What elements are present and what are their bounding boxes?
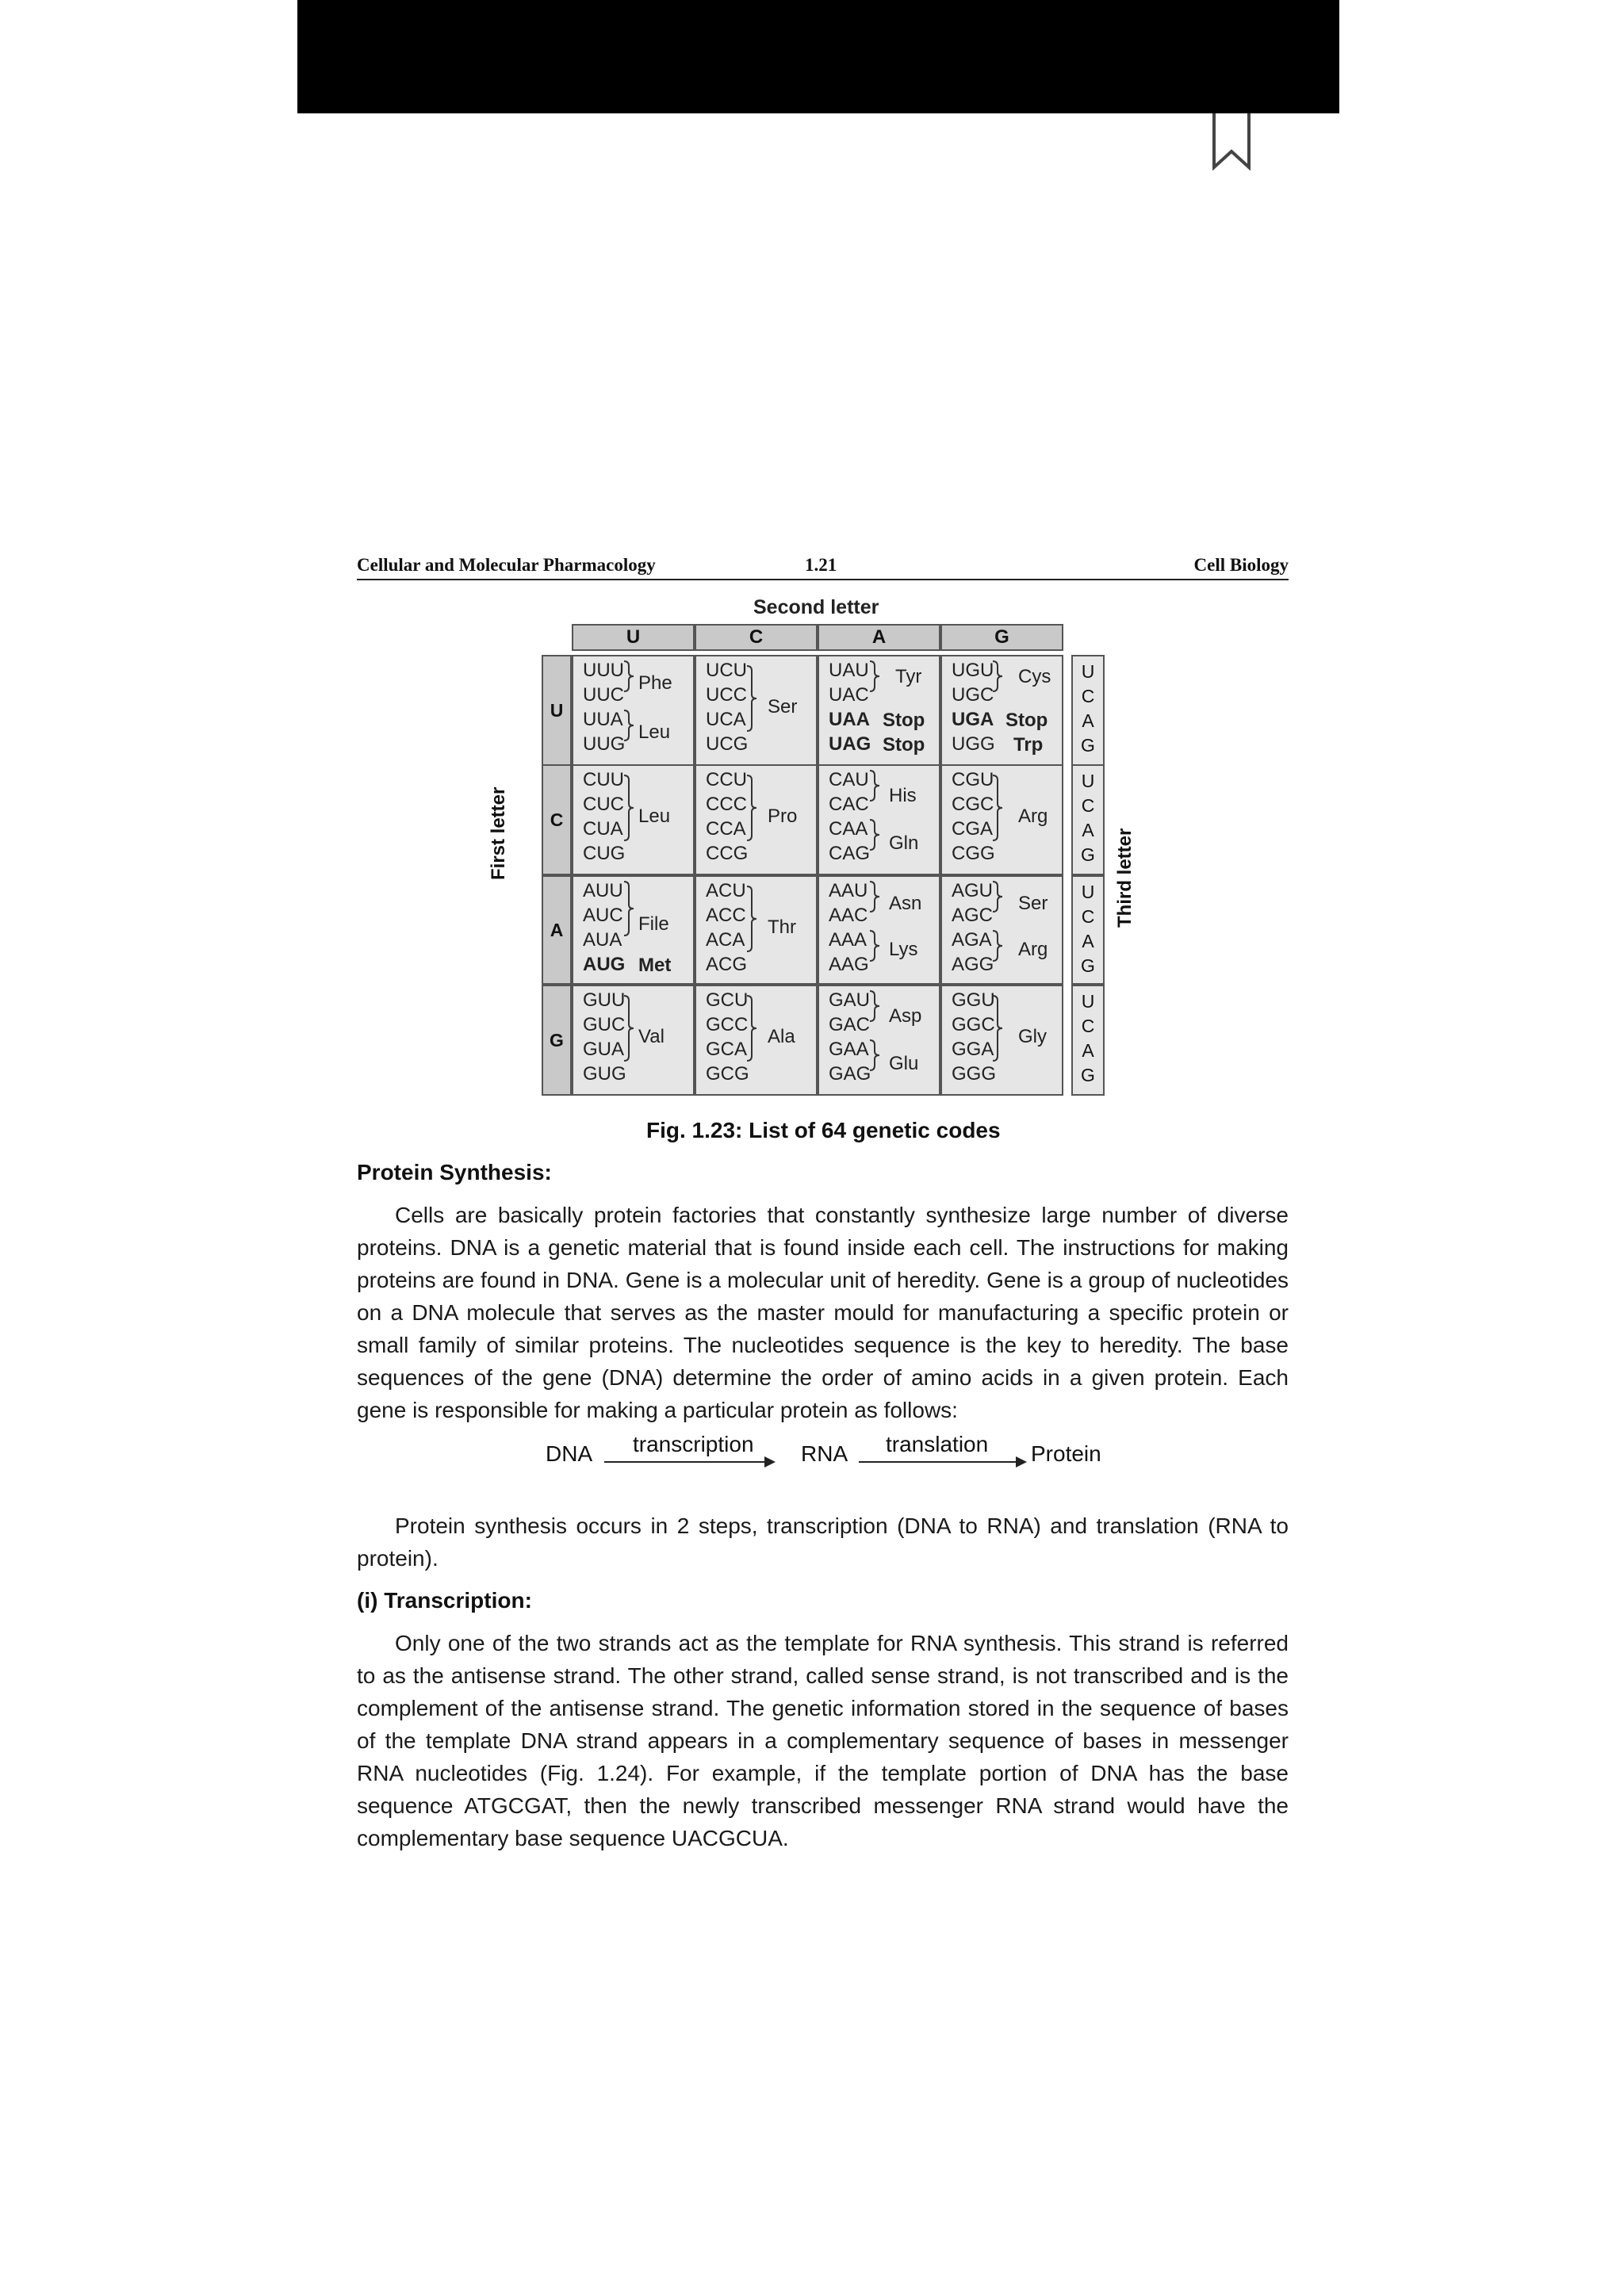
codon: CUA bbox=[583, 818, 623, 840]
codon-cell bbox=[940, 764, 1063, 875]
codon: CAU bbox=[829, 769, 869, 790]
codon: GCC bbox=[706, 1014, 749, 1035]
codon: UAU bbox=[829, 660, 869, 681]
codon: UCA bbox=[706, 709, 746, 730]
codon: CUU bbox=[583, 769, 624, 790]
codon: UCC bbox=[706, 684, 747, 706]
codon-cell bbox=[695, 764, 818, 875]
codon: UUC bbox=[583, 684, 624, 706]
amino-acid-label: Stop bbox=[883, 734, 925, 756]
amino-acid-label: Ala bbox=[768, 1026, 795, 1047]
amino-acid-label: Leu bbox=[638, 721, 671, 743]
header-book-title: Cellular and Molecular Pharmacology bbox=[357, 555, 656, 575]
figure-caption: Fig. 1.23: List of 64 genetic codes bbox=[646, 1118, 1001, 1142]
curly-brace-icon bbox=[868, 880, 881, 913]
amino-acid-label: Thr bbox=[768, 916, 796, 938]
amino-acid-label: Asn bbox=[889, 893, 922, 914]
amino-acid-label: Ser bbox=[768, 696, 798, 718]
codon: CCG bbox=[706, 843, 749, 864]
codon: CAC bbox=[829, 794, 869, 815]
third-letter-a: A bbox=[1082, 710, 1094, 731]
amino-acid-label: Phe bbox=[638, 672, 672, 694]
codon: CAA bbox=[829, 818, 868, 840]
row-header-g: G bbox=[542, 985, 572, 1096]
codon-cell bbox=[940, 985, 1063, 1096]
amino-acid-label: Glu bbox=[889, 1053, 919, 1074]
curly-brace-icon bbox=[745, 774, 758, 842]
row-header-c: C bbox=[542, 764, 572, 875]
codon: AUC bbox=[583, 905, 623, 926]
col-header-g: G bbox=[940, 624, 1063, 651]
codon: CUG bbox=[583, 843, 626, 864]
codon: AUA bbox=[583, 929, 622, 951]
codon: AGU bbox=[952, 880, 994, 901]
protein-synthesis-heading: Protein Synthesis: bbox=[357, 1160, 552, 1184]
codon: UAA bbox=[829, 709, 870, 730]
curly-brace-icon bbox=[991, 880, 1004, 913]
codon: ACU bbox=[706, 880, 746, 901]
curly-brace-icon bbox=[622, 660, 635, 693]
amino-acid-label: Cys bbox=[1018, 666, 1051, 687]
protein-synthesis-steps-paragraph bbox=[357, 1510, 1289, 1575]
codon: UAC bbox=[829, 684, 869, 706]
codon-cell bbox=[572, 764, 695, 875]
eq-rna: RNA bbox=[801, 1441, 848, 1466]
amino-acid-label: Arg bbox=[1018, 939, 1048, 960]
codon-cell bbox=[572, 875, 695, 985]
top-black-bar bbox=[297, 0, 1339, 113]
translation-arrow-head bbox=[1016, 1456, 1027, 1468]
codon: GAG bbox=[829, 1063, 871, 1085]
codon: CCC bbox=[706, 794, 747, 815]
amino-acid-label: Stop bbox=[1005, 710, 1048, 731]
curly-brace-icon bbox=[622, 709, 635, 742]
amino-acid-label: Gly bbox=[1018, 1026, 1047, 1047]
codon: AGA bbox=[952, 929, 992, 951]
amino-acid-label: Lys bbox=[889, 939, 918, 960]
header-page-number: 1.21 bbox=[805, 555, 837, 575]
col-header-a: A bbox=[818, 624, 940, 651]
amino-acid-label: Pro bbox=[768, 806, 798, 827]
amino-acid-label: Ser bbox=[1018, 893, 1048, 914]
codon: GAC bbox=[829, 1014, 871, 1035]
codon: ACC bbox=[706, 905, 746, 926]
codon: AAU bbox=[829, 880, 868, 901]
third-letter-u: U bbox=[1081, 771, 1095, 791]
transcription-paragraph bbox=[357, 1627, 1289, 1854]
curly-brace-icon bbox=[745, 994, 758, 1062]
codon-cell bbox=[818, 875, 940, 985]
protein-synthesis-text: Cells are basically protein factories that constantly synthesize large number of diverse proteins. DNA is a genetic material that is found inside each cell. The instructions for making proteins are found in DNA. Gene is a molecular unit of heredity. Gene is a group of nucleotides on a DNA molecule that serves as the master mould for manufacturing a specific protein or small family of similar proteins. The nucleotides sequence is the key to heredity. The base sequences of the gene (DNA) determine the order of amino acids in a given protein. Each gene is responsible for making a particular protein as follows: bbox=[357, 1203, 1289, 1422]
transcription-arrow-line bbox=[604, 1461, 766, 1463]
third-letter-label: Third letter bbox=[1114, 828, 1136, 928]
amino-acid-label: Trp bbox=[1013, 734, 1044, 756]
third-letter-a: A bbox=[1082, 820, 1094, 840]
amino-acid-label: Gln bbox=[889, 832, 919, 854]
codon: UAG bbox=[829, 733, 871, 755]
codon: GGU bbox=[952, 989, 995, 1011]
third-letter-c: C bbox=[1081, 795, 1095, 816]
amino-acid-label: Met bbox=[638, 955, 672, 976]
row-header-u: U bbox=[542, 655, 572, 766]
codon: GCG bbox=[706, 1063, 749, 1085]
third-letter-g: G bbox=[1081, 735, 1095, 756]
curly-brace-icon bbox=[622, 880, 635, 937]
eq-protein: Protein bbox=[1031, 1441, 1101, 1466]
running-header bbox=[357, 555, 1289, 580]
codon: CUC bbox=[583, 794, 624, 815]
third-letter-g: G bbox=[1081, 844, 1095, 865]
codon: UGC bbox=[952, 684, 994, 706]
codon: CGG bbox=[952, 843, 995, 864]
col-header-u: U bbox=[572, 624, 695, 651]
codon: UCU bbox=[706, 660, 747, 681]
codon: GAA bbox=[829, 1039, 869, 1060]
header-chapter: Cell Biology bbox=[1193, 555, 1289, 575]
third-letter-column bbox=[1071, 985, 1105, 1096]
codon: CGC bbox=[952, 794, 994, 815]
transcription-heading: (i) Transcription: bbox=[357, 1588, 532, 1613]
third-letter-u: U bbox=[1081, 661, 1095, 682]
third-letter-column bbox=[1071, 655, 1105, 766]
third-letter-u: U bbox=[1081, 882, 1095, 902]
curly-brace-icon bbox=[868, 769, 881, 802]
col-header-c: C bbox=[695, 624, 818, 651]
eq-translation-label: translation bbox=[886, 1432, 989, 1456]
codon-cell bbox=[818, 655, 940, 766]
codon: CGU bbox=[952, 769, 994, 790]
codon: GUU bbox=[583, 989, 626, 1011]
codon: UUU bbox=[583, 660, 624, 681]
curly-brace-icon bbox=[991, 774, 1004, 842]
third-letter-column bbox=[1071, 875, 1105, 985]
codon: UUG bbox=[583, 733, 626, 755]
amino-acid-label: Leu bbox=[638, 806, 671, 827]
curly-brace-icon bbox=[622, 774, 635, 842]
third-letter-c: C bbox=[1081, 1016, 1095, 1036]
third-letter-g: G bbox=[1081, 955, 1095, 976]
eq-transcription-label: transcription bbox=[633, 1432, 754, 1456]
codon-cell bbox=[940, 655, 1063, 766]
codon: UGG bbox=[952, 733, 995, 755]
codon: GUG bbox=[583, 1063, 626, 1085]
translation-arrow-line bbox=[859, 1461, 1017, 1463]
codon-cell bbox=[695, 875, 818, 985]
codon-cell bbox=[695, 655, 818, 766]
amino-acid-label: His bbox=[889, 785, 917, 806]
codon: AGG bbox=[952, 954, 994, 975]
amino-acid-label: Val bbox=[638, 1026, 665, 1047]
codon: AUU bbox=[583, 880, 623, 901]
curly-brace-icon bbox=[868, 989, 881, 1023]
row-header-a: A bbox=[542, 875, 572, 985]
codon: GGG bbox=[952, 1063, 997, 1085]
codon-cell bbox=[940, 875, 1063, 985]
third-letter-c: C bbox=[1081, 686, 1095, 706]
curly-brace-icon bbox=[868, 660, 881, 693]
curly-brace-icon bbox=[745, 664, 758, 733]
third-letter-a: A bbox=[1082, 931, 1094, 951]
codon: AGC bbox=[952, 905, 994, 926]
curly-brace-icon bbox=[991, 929, 1004, 962]
codon-cell bbox=[695, 985, 818, 1096]
amino-acid-label: Arg bbox=[1018, 806, 1048, 827]
third-letter-c: C bbox=[1081, 906, 1095, 927]
codon-cell bbox=[818, 764, 940, 875]
codon: AAA bbox=[829, 929, 868, 951]
codon: UUA bbox=[583, 709, 623, 730]
codon: GUC bbox=[583, 1014, 626, 1035]
transcription-text: Only one of the two strands act as the template for RNA synthesis. This strand is referred to as the antisense strand. The other strand, called sense strand, is not transcribed and is the complement of the antisense strand. The genetic information stored in the sequence of bases of the template DNA strand appears in a complementary sequence of bases in messenger RNA nucleotides (Fig. 1.24). For example, if the template portion of DNA has the base sequence ATGCGAT, then the newly transcribed messenger RNA strand would have the complementary base sequence UACGCUA. bbox=[357, 1631, 1289, 1850]
curly-brace-icon bbox=[991, 994, 1004, 1062]
codon: AAC bbox=[829, 905, 868, 926]
first-letter-label: First letter bbox=[488, 786, 509, 880]
codon: CAG bbox=[829, 843, 871, 864]
second-letter-label: Second letter bbox=[753, 596, 879, 618]
transcription-arrow-head bbox=[764, 1456, 776, 1468]
protein-synthesis-paragraph bbox=[357, 1199, 1289, 1426]
codon: UCG bbox=[706, 733, 749, 755]
amino-acid-label: File bbox=[638, 913, 669, 935]
third-letter-g: G bbox=[1081, 1065, 1095, 1085]
bookmark-icon[interactable] bbox=[1212, 113, 1251, 170]
third-letter-a: A bbox=[1082, 1040, 1094, 1061]
amino-acid-label: Asp bbox=[889, 1005, 922, 1027]
codon: ACG bbox=[706, 954, 748, 975]
codon: GAU bbox=[829, 989, 871, 1011]
codon: CCU bbox=[706, 769, 747, 790]
codon-cell bbox=[818, 985, 940, 1096]
amino-acid-label: Tyr bbox=[895, 666, 922, 687]
curly-brace-icon bbox=[868, 818, 881, 851]
codon: CCA bbox=[706, 818, 746, 840]
codon: GCU bbox=[706, 989, 749, 1011]
curly-brace-icon bbox=[622, 994, 635, 1062]
codon-cell bbox=[572, 655, 695, 766]
codon: AAG bbox=[829, 954, 869, 975]
curly-brace-icon bbox=[868, 929, 881, 962]
codon: GGA bbox=[952, 1039, 994, 1060]
codon-cell bbox=[572, 985, 695, 1096]
curly-brace-icon bbox=[868, 1039, 881, 1072]
codon: UGU bbox=[952, 660, 994, 681]
codon: GUA bbox=[583, 1039, 625, 1060]
codon: ACA bbox=[706, 929, 745, 951]
curly-brace-icon bbox=[745, 885, 758, 953]
codon: AUG bbox=[583, 954, 626, 975]
amino-acid-label: Stop bbox=[883, 710, 925, 731]
codon: UGA bbox=[952, 709, 994, 730]
curly-brace-icon bbox=[991, 660, 1004, 693]
third-letter-column bbox=[1071, 764, 1105, 875]
codon: CGA bbox=[952, 818, 994, 840]
codon: GCA bbox=[706, 1039, 748, 1060]
protein-synthesis-steps-text: Protein synthesis occurs in 2 steps, transcription (DNA to RNA) and translation (RNA to protein). bbox=[357, 1513, 1289, 1571]
third-letter-u: U bbox=[1081, 991, 1095, 1012]
codon: GGC bbox=[952, 1014, 995, 1035]
eq-dna: DNA bbox=[546, 1441, 593, 1466]
